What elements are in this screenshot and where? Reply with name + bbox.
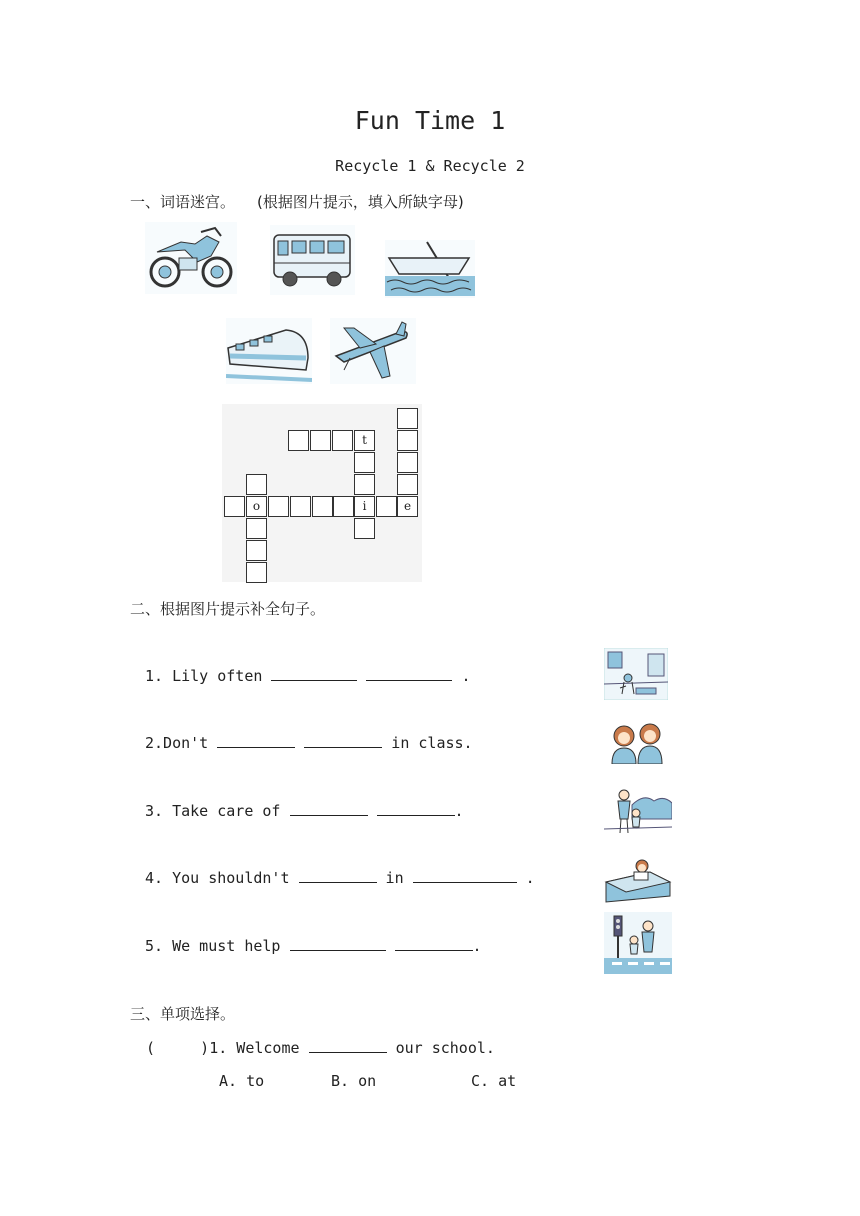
bedroom-picture	[604, 648, 668, 700]
section2-heading: 二、根据图片提示补全句子。	[130, 600, 326, 618]
page-subtitle	[0, 157, 860, 175]
sentence-4	[145, 869, 535, 887]
sentence-3	[145, 802, 464, 820]
crossword-cell[interactable]	[288, 430, 309, 451]
sentence-text: 4. You shouldn't	[145, 869, 299, 887]
crossword-cell[interactable]: t	[354, 430, 375, 451]
answer-blank[interactable]	[304, 746, 382, 748]
bus-picture	[270, 225, 355, 295]
crossword-cell[interactable]	[397, 408, 418, 429]
choice-question-1	[146, 1039, 495, 1057]
crossword-cell[interactable]	[290, 496, 311, 517]
answer-blank[interactable]	[290, 949, 386, 951]
answer-paren[interactable]: ( )	[146, 1039, 210, 1057]
crossword-cell[interactable]	[312, 496, 333, 517]
train-picture	[226, 318, 312, 384]
section1-hint: (根据图片提示，填入所缺字母)	[257, 193, 464, 211]
option-b[interactable]: B. on	[331, 1072, 377, 1090]
page-title: Fun Time 1	[354, 106, 506, 135]
crossword-cell[interactable]	[246, 518, 267, 539]
answer-blank[interactable]	[413, 881, 517, 883]
children-talking-picture	[606, 720, 668, 764]
crossword-cell[interactable]	[310, 430, 331, 451]
crossword-cell[interactable]	[268, 496, 289, 517]
sentence-text: in class.	[382, 734, 473, 752]
reading-in-bed-picture	[604, 852, 672, 904]
sentence-text	[357, 667, 366, 685]
answer-blank[interactable]	[309, 1051, 387, 1053]
sentence-text: .	[472, 937, 482, 955]
answer-blank[interactable]	[217, 746, 295, 748]
answer-blank[interactable]	[290, 814, 368, 816]
crossword-cell[interactable]	[397, 430, 418, 451]
subtitle-text: Recycle 1 & Recycle 2	[335, 157, 525, 175]
section3-heading: 三、单项选择。	[130, 1005, 236, 1023]
sentence-text: .	[454, 802, 464, 820]
motorcycle-picture	[145, 222, 237, 294]
question-text: 1. Welcome	[209, 1039, 309, 1057]
answer-blank[interactable]	[395, 949, 473, 951]
sentence-text: in	[376, 869, 413, 887]
question-text: our school.	[386, 1039, 495, 1057]
sentence-2	[145, 734, 473, 752]
crossword-cell[interactable]	[354, 452, 375, 473]
boat-picture	[385, 240, 475, 298]
crossword-cell[interactable]	[354, 518, 375, 539]
crossword-cell[interactable]	[224, 496, 245, 517]
crossword-cell[interactable]	[354, 474, 375, 495]
crossword-cell[interactable]: e	[397, 496, 418, 517]
sentence-text: .	[516, 869, 535, 887]
crossword-cell[interactable]	[246, 474, 267, 495]
sentence-text: 2.Don't	[145, 734, 218, 752]
sentence-text	[368, 802, 377, 820]
adult-child-walking-picture	[604, 785, 672, 835]
plane-picture	[330, 318, 416, 384]
answer-blank[interactable]	[366, 679, 452, 681]
answer-blank[interactable]	[271, 679, 357, 681]
option-a[interactable]: A. to	[219, 1072, 265, 1090]
answer-blank[interactable]	[377, 814, 455, 816]
crossword-cell[interactable]	[332, 430, 353, 451]
crossword-cell[interactable]	[397, 452, 418, 473]
crossword-cell[interactable]: i	[354, 496, 375, 517]
answer-blank[interactable]	[299, 881, 377, 883]
section1-title: 一、词语迷宫。	[130, 193, 236, 211]
sentence-text	[295, 734, 304, 752]
crossword-cell[interactable]	[333, 496, 354, 517]
crossword-cell[interactable]	[376, 496, 397, 517]
sentence-text	[386, 937, 395, 955]
sentence-text: .	[452, 667, 471, 685]
sentence-5	[145, 937, 482, 955]
section1-heading	[130, 191, 464, 212]
crossword-cell[interactable]: o	[246, 496, 267, 517]
sentence-text: 5. We must help	[145, 937, 290, 955]
crossing-street-picture	[604, 912, 672, 974]
sentence-1	[145, 667, 471, 685]
sentence-text: 1. Lily often	[145, 667, 272, 685]
crossword-cell[interactable]	[397, 474, 418, 495]
crossword-cell[interactable]	[246, 540, 267, 561]
option-c[interactable]: C. at	[471, 1072, 517, 1090]
sentence-text: 3. Take care of	[145, 802, 290, 820]
crossword-cell[interactable]	[246, 562, 267, 583]
